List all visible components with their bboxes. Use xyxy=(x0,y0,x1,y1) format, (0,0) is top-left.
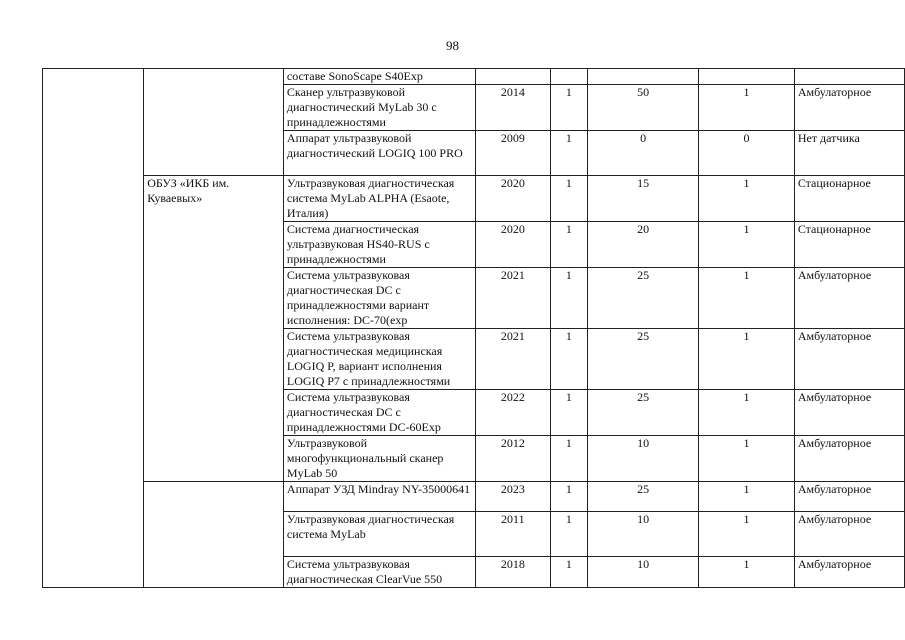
year-cell: 2022 xyxy=(475,390,550,436)
note-cell: Стационарное xyxy=(794,176,904,222)
wear-cell: 10 xyxy=(587,557,698,588)
quantity-cell: 1 xyxy=(550,268,587,329)
note-cell: Амбулаторное xyxy=(794,557,904,588)
quantity-cell: 1 xyxy=(550,176,587,222)
quantity-cell: 1 xyxy=(550,85,587,131)
working-quantity-cell: 1 xyxy=(699,512,795,557)
quantity-cell: 1 xyxy=(550,390,587,436)
device-cell: Ультразвуковой многофункциональный сканер MyLab 50 xyxy=(283,436,475,482)
working-quantity-cell: 1 xyxy=(699,268,795,329)
year-cell: 2009 xyxy=(475,131,550,176)
quantity-cell xyxy=(550,69,587,85)
device-cell: Система ультразвуковая диагностическая ClearVue 550 xyxy=(283,557,475,588)
table-row xyxy=(43,69,905,85)
wear-cell: 25 xyxy=(587,390,698,436)
year-cell: 2014 xyxy=(475,85,550,131)
wear-cell: 0 xyxy=(587,131,698,176)
quantity-cell: 1 xyxy=(550,222,587,268)
wear-cell: 10 xyxy=(587,436,698,482)
note-cell: Амбулаторное xyxy=(794,329,904,390)
note-cell xyxy=(794,69,904,85)
note-cell: Амбулаторное xyxy=(794,268,904,329)
device-cell: Сканер ультразвуковой диагностический MyLab 30 с принадлежностями xyxy=(283,85,475,131)
device-cell: Система ультразвуковая диагностическая DC с принадлежностями DC-60Exp xyxy=(283,390,475,436)
device-cell: Аппарат УЗД Mindray NY-35000641 xyxy=(283,482,475,512)
wear-cell: 25 xyxy=(587,329,698,390)
region-cell xyxy=(43,69,144,588)
working-quantity-cell xyxy=(699,69,795,85)
equipment-table xyxy=(42,68,905,588)
organization-cell xyxy=(144,69,284,176)
working-quantity-cell: 1 xyxy=(699,176,795,222)
year-cell: 2020 xyxy=(475,176,550,222)
year-cell: 2021 xyxy=(475,268,550,329)
working-quantity-cell: 1 xyxy=(699,390,795,436)
organization-cell xyxy=(144,482,284,588)
wear-cell: 15 xyxy=(587,176,698,222)
device-cell: Ультразвуковая диагностическая система MyLab xyxy=(283,512,475,557)
device-cell: Аппарат ультразвуковой диагностический LOGIQ 100 PRO xyxy=(283,131,475,176)
wear-cell xyxy=(587,69,698,85)
note-cell: Стационарное xyxy=(794,222,904,268)
device-cell: Ультразвуковая диагностическая система MyLab ALPHA (Esaote, Италия) xyxy=(283,176,475,222)
note-cell: Нет датчика xyxy=(794,131,904,176)
note-cell: Амбулаторное xyxy=(794,482,904,512)
device-cell: Система ультразвуковая диагностическая медицинская LOGIQ P, вариант исполнения LOGIQ P7 с принадлежностями xyxy=(283,329,475,390)
note-cell: Амбулаторное xyxy=(794,512,904,557)
device-cell: составе SonoScape S40Exp xyxy=(283,69,475,85)
year-cell xyxy=(475,69,550,85)
working-quantity-cell: 1 xyxy=(699,85,795,131)
year-cell: 2021 xyxy=(475,329,550,390)
working-quantity-cell: 1 xyxy=(699,482,795,512)
note-cell: Амбулаторное xyxy=(794,436,904,482)
quantity-cell: 1 xyxy=(550,329,587,390)
table-row xyxy=(43,176,905,222)
working-quantity-cell: 1 xyxy=(699,222,795,268)
note-cell: Амбулаторное xyxy=(794,85,904,131)
working-quantity-cell: 1 xyxy=(699,329,795,390)
table-row xyxy=(43,482,905,512)
device-cell: Система ультразвуковая диагностическая DC с принадлежностями вариант исполнения: DC-70(exp xyxy=(283,268,475,329)
year-cell: 2018 xyxy=(475,557,550,588)
page-number: 98 xyxy=(446,38,459,53)
wear-cell: 20 xyxy=(587,222,698,268)
quantity-cell: 1 xyxy=(550,436,587,482)
working-quantity-cell: 0 xyxy=(699,131,795,176)
wear-cell: 25 xyxy=(587,268,698,329)
quantity-cell: 1 xyxy=(550,512,587,557)
year-cell: 2011 xyxy=(475,512,550,557)
working-quantity-cell: 1 xyxy=(699,557,795,588)
note-cell: Амбулаторное xyxy=(794,390,904,436)
year-cell: 2023 xyxy=(475,482,550,512)
device-cell: Система диагностическая ультразвуковая HS40-RUS с принадлежностями xyxy=(283,222,475,268)
working-quantity-cell: 1 xyxy=(699,436,795,482)
quantity-cell: 1 xyxy=(550,482,587,512)
wear-cell: 50 xyxy=(587,85,698,131)
quantity-cell: 1 xyxy=(550,131,587,176)
organization-cell: ОБУЗ «ИКБ им. Куваевых» xyxy=(144,176,284,482)
quantity-cell: 1 xyxy=(550,557,587,588)
year-cell: 2012 xyxy=(475,436,550,482)
wear-cell: 25 xyxy=(587,482,698,512)
wear-cell: 10 xyxy=(587,512,698,557)
year-cell: 2020 xyxy=(475,222,550,268)
